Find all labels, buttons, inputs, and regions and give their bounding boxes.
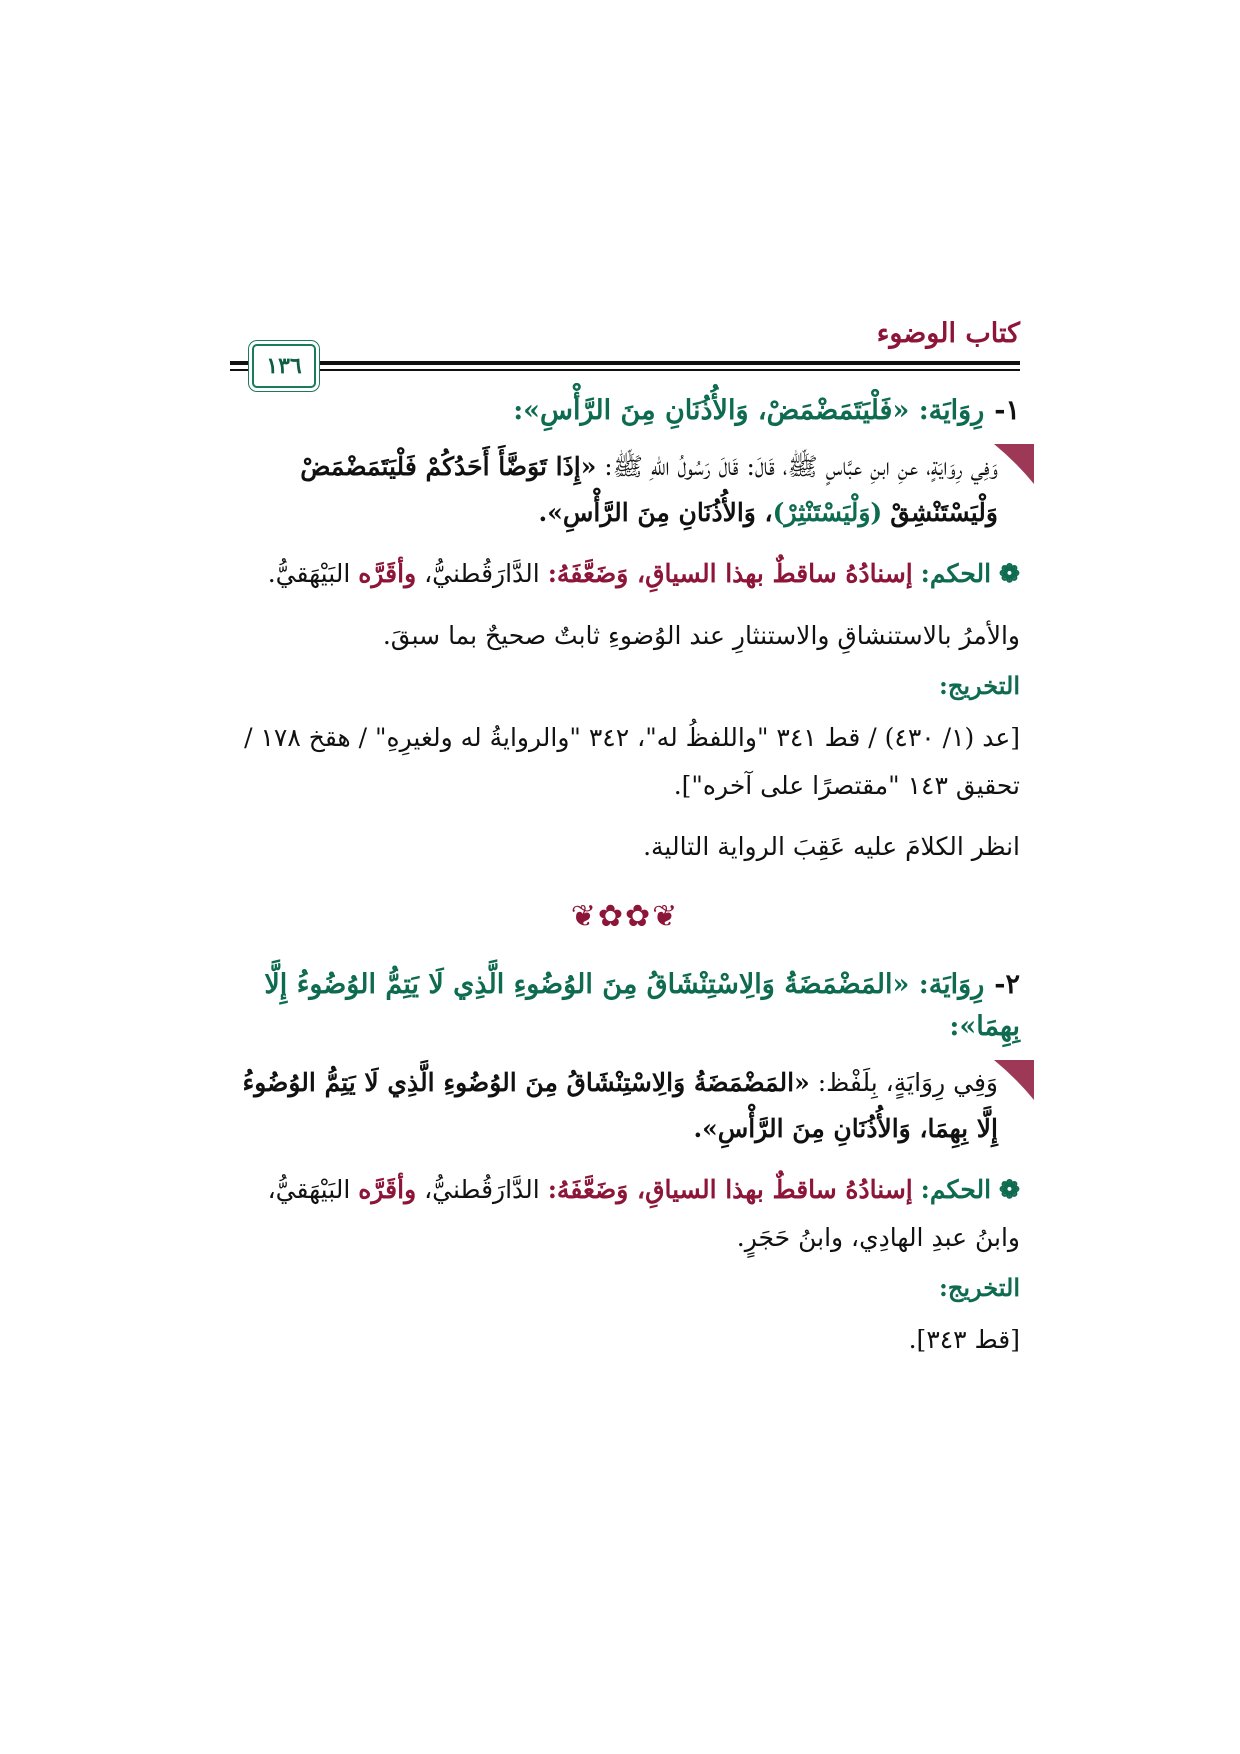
hadith-text: «إِذَا تَوَضَّأَ أَحَدُكُمْ فَلْيَتَمَضْمَضْ وَلْيَسْتَنْشِقْ [300,451,998,528]
ruling-names: الدَّارَقُطنيُّ، [424,559,540,589]
ruling-names-2: البَيْهَقيُّ، وابنُ عبدِ الهادِي، وابنُ حَجَرٍ. [267,1175,1020,1252]
takhrij-label: التخريج: [939,1273,1020,1303]
note: والأمرُ بالاستنشاقِ والاستنثارِ عند الوُضوءِ ثابتٌ صحيحٌ بما سبقَ. [382,620,1020,650]
page [230,300,1020,1364]
see-also: انظر الكلامَ عليه عَقِبَ الرواية التالية. [643,832,1020,862]
ruling-names-2: البَيْهَقيُّ. [267,559,351,589]
section-heading [230,390,1020,432]
page-number: ١٣٦ [266,353,302,379]
corner-ornament-icon [994,444,1034,484]
section-title: رِوَايَة: «المَضْمَضَةُ وَالِاسْتِنْشَاقُ مِنَ الوُضُوءِ الَّذِي لَا يَتِمُّ الوُضُوءُ إِلَّا بِهِمَا»: [264,968,1020,1042]
ruling-affirm: وأقَرَّه [358,1175,417,1205]
ruling-label: الحكم: [920,559,992,589]
hadith-block [230,1060,1020,1153]
section-number: ١- [994,395,1020,426]
corner-ornament-icon [994,1060,1034,1100]
ruling [230,550,1020,598]
page-header [230,300,1020,390]
hadith-end: ، وَالأُذُنَانِ مِنَ الرَّأْسِ». [538,498,773,528]
section-heading [230,964,1020,1048]
flower-bullet-icon: ❁ [999,1175,1020,1205]
flower-bullet-icon: ❁ [999,559,1020,589]
hadith-intro: وَفِي رِوَايَةٍ، عنِ ابنِ عبَّاسٍ ﷺ، قَالَ: قَالَ رَسُولُ اللهِ ﷺ: [604,451,998,481]
section-2 [230,964,1020,1364]
header-rule-thin [230,369,1020,371]
ornament-divider: ❦✿✿❦ [570,898,680,934]
hadith-text: «المَضْمَضَةُ وَالِاسْتِنْشَاقُ مِنَ الوُضُوءِ الَّذِي لَا يَتِمُّ الوُضُوءُ إِلَّا بِهِمَا، وَالأُذُنَانِ مِنَ الرَّأْسِ». [242,1067,998,1143]
page-number-frame [252,344,316,388]
section-1 [230,390,1020,871]
header-rule [230,361,1020,365]
section-number: ٢- [994,968,1020,1000]
ruling-label: الحكم: [920,1175,992,1205]
section-title: رِوَايَة: «فَلْيَتَمَضْمَضْ، وَالأُذُنَانِ مِنَ الرَّأْسِ»: [513,395,985,426]
takhrij-label: التخريج: [939,671,1020,701]
takhrij-text: [قط ٣٤٣]. [908,1325,1020,1355]
hadith-block [230,444,1020,537]
ruling-names: الدَّارَقُطنيُّ، [424,1175,540,1205]
takhrij-text: [عد (١/ ٤٣٠) / قط ٣٤١ "واللفظُ له"، ٣٤٢ "والروايةُ له ولغيرِهِ" / هقخ ١٧٨ / تحقيق ١٤٣ "مقتصرًا على آخره"]. [244,723,1020,800]
ruling-text: إسنادُهُ ساقطٌ بهذا السياقِ، وَضَعَّفَهُ: [547,1175,913,1205]
ruling-affirm: وأقَرَّه [358,559,417,589]
hadith-intro: وَفِي رِوَايَةٍ، بِلَفْظ: [817,1067,998,1097]
ruling [230,1166,1020,1261]
book-title: كتاب الوضوء [876,318,1020,349]
hadith-variant: (وَلْيَسْتَنْثِرْ) [772,498,883,528]
ruling-text: إسنادُهُ ساقطٌ بهذا السياقِ، وَضَعَّفَهُ: [547,559,913,589]
